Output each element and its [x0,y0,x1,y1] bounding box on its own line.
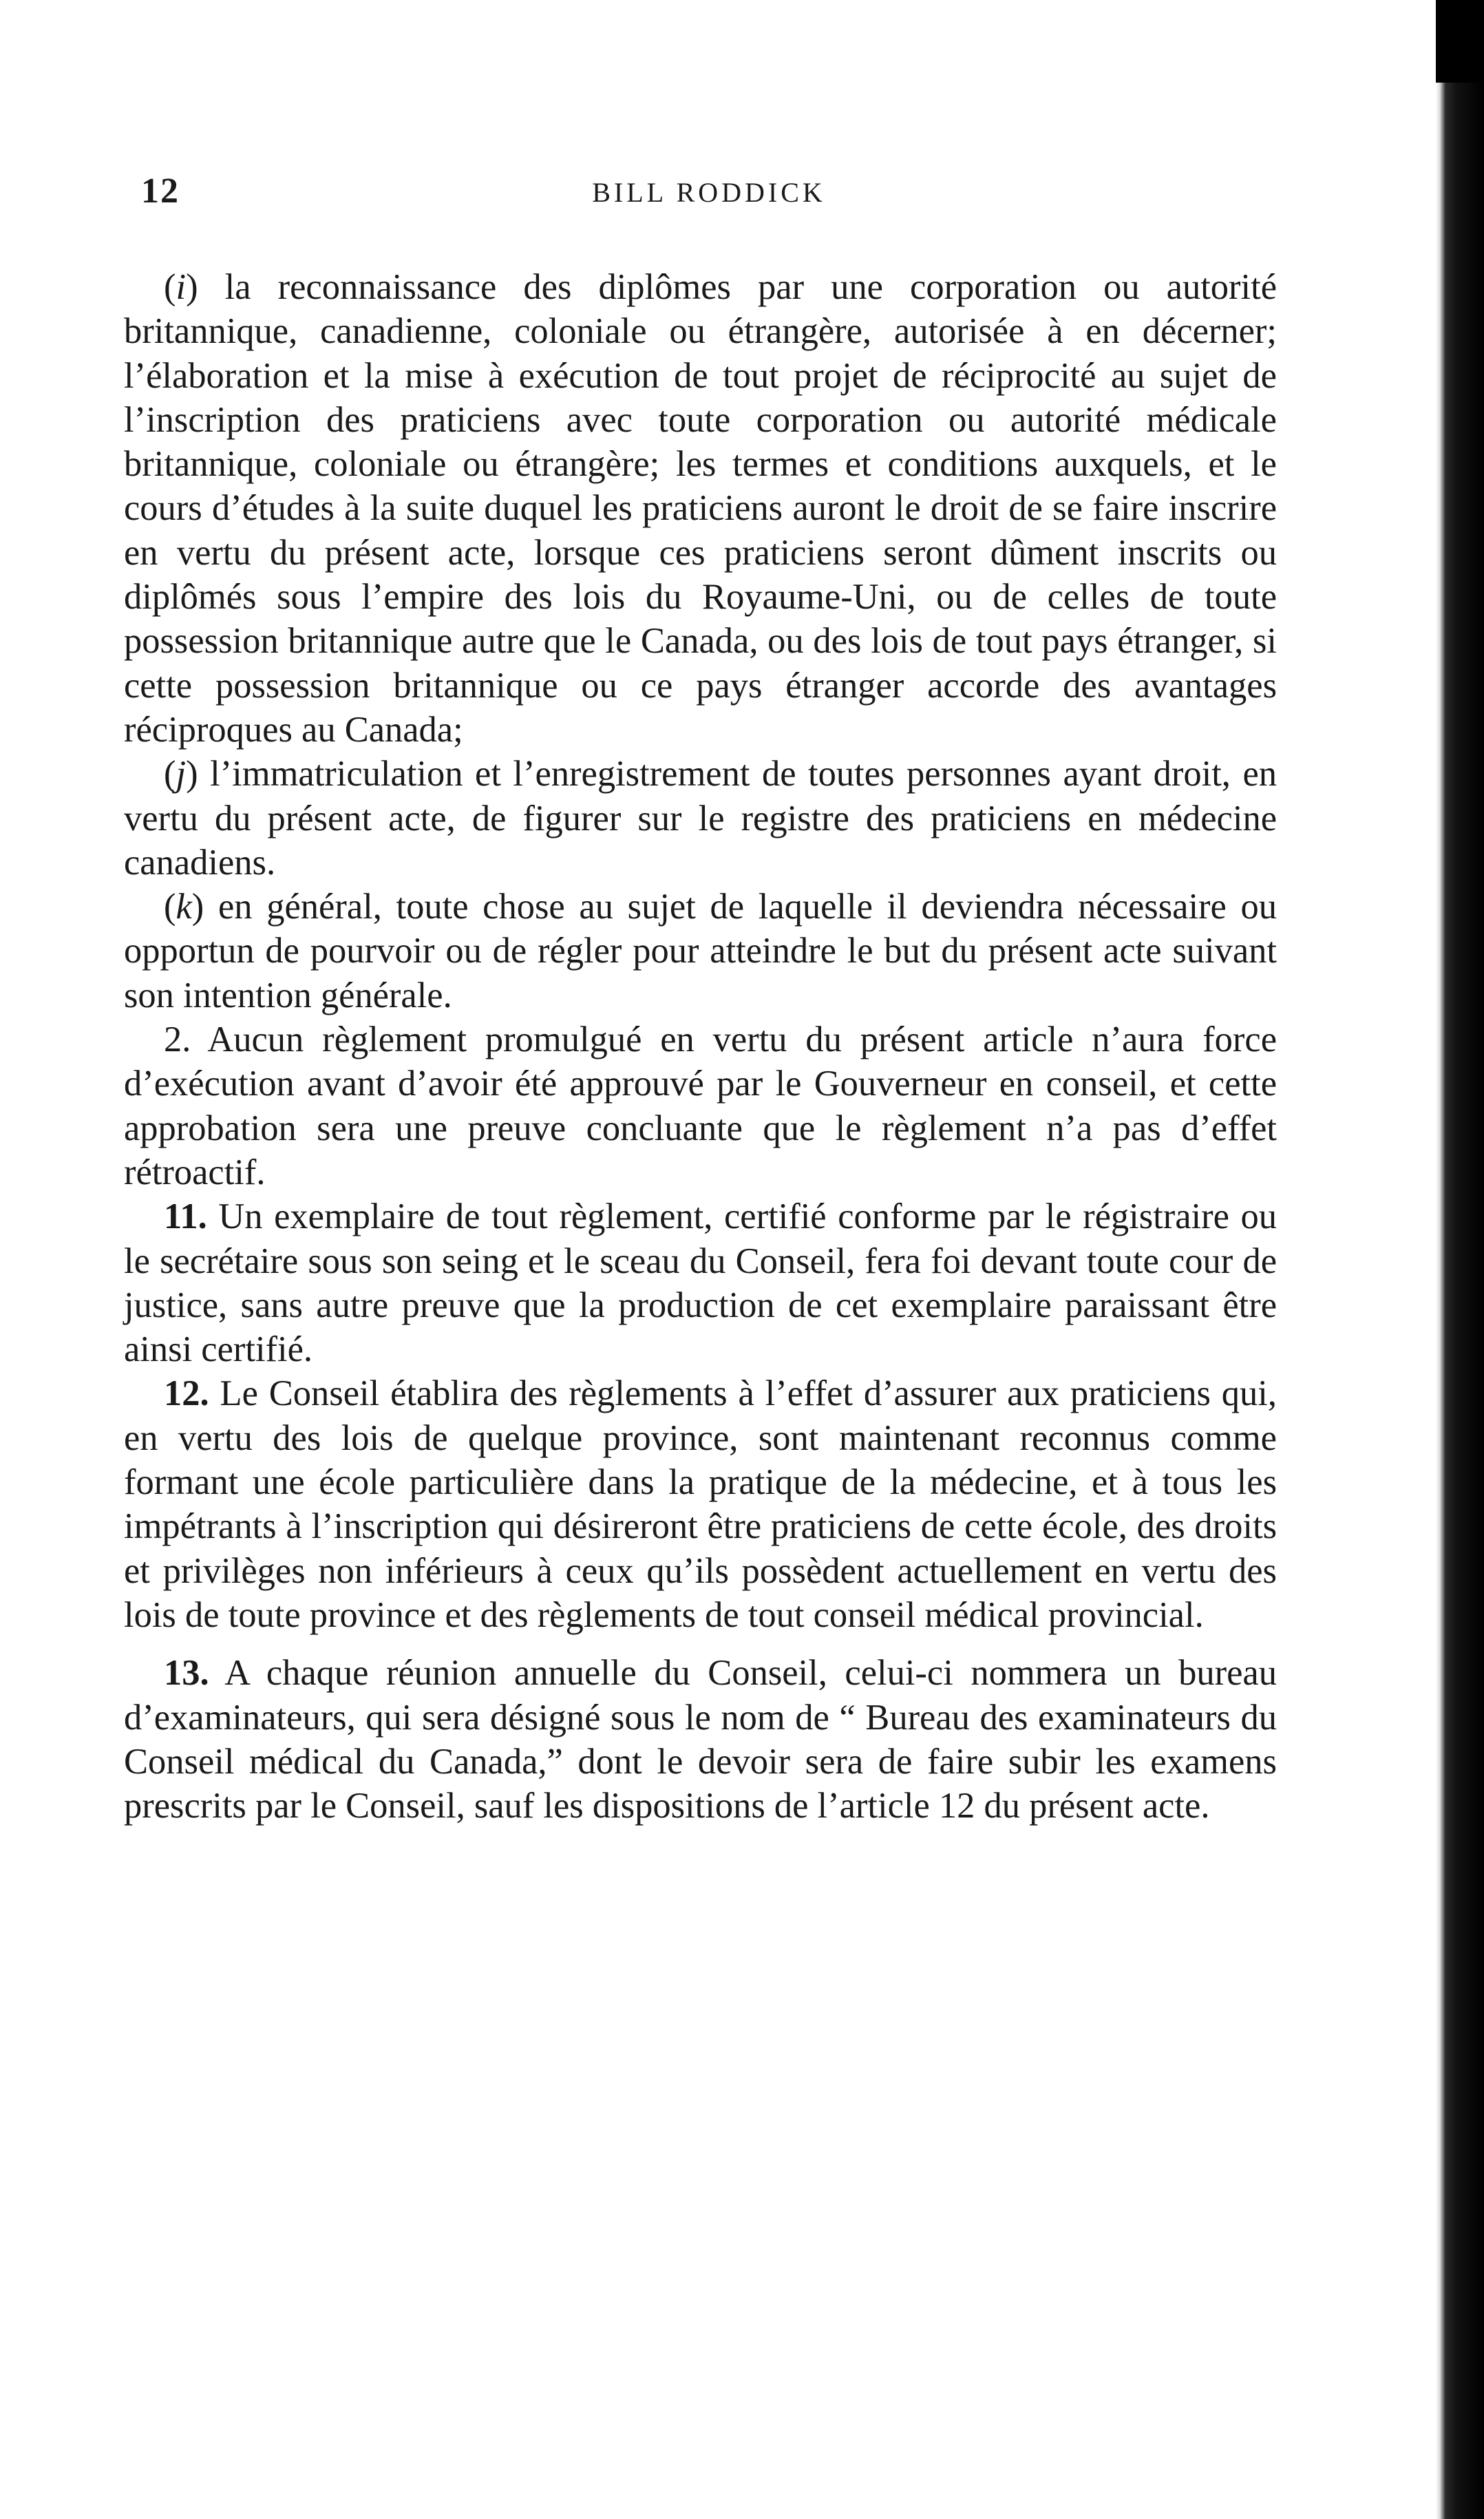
section-text: Un exemplaire de tout règlement, certifié conforme par le régistraire ou le secrétaire sous son seing et le sceau du Conseil, fera foi devant toute cour de justice, sans autre preuve que la production de cet exemplaire paraissant être ainsi certifié. [124,1197,1277,1370]
section-13 [124,1651,1277,1828]
marker-open: ( [164,887,176,927]
page-header [141,171,1277,219]
subsection-number: 2. [164,1020,191,1060]
page-number: 12 [141,171,180,211]
marker-open: ( [164,754,176,794]
marker-letter: k [176,887,192,927]
section-number: 13. [164,1653,209,1694]
clause-j [124,752,1277,885]
clause-i [124,265,1277,752]
clause-marker [164,754,198,794]
marker-letter: j [176,754,187,794]
section-12 [124,1371,1277,1637]
clause-k [124,885,1277,1018]
marker-open: ( [164,267,176,307]
marker-close: ) [191,887,204,927]
clause-text: l’immatriculation et l’enregistrement de toutes personnes ayant droit, en vertu du présent acte, de figurer sur le registre des praticiens en médecine canadiens. [124,754,1278,883]
section-number: 12. [164,1373,209,1414]
section-number: 11. [164,1197,207,1237]
marker-close: ) [186,267,198,307]
marker-letter: i [176,267,187,307]
section-text: Le Conseil établira des règlements à l’effet d’assurer aux praticiens qui, en vertu des lois de quelque province, sont maintenant reconnus comme formant une école particulière dans la pratique de la médecine, et à tous les impétrants à l’inscription qui désireront être praticiens de cette école, des droits et privilèges non inférieurs à ceux qu’ils possèdent actuellement en vertu des lois de toute province et des règlements de tout conseil médical provincial. [124,1373,1277,1635]
subsection-text: Aucun règlement promulgué en vertu du présent article n’aura force d’exécution avant d’avoir été approuvé par le Gouverneur en conseil, et cette approbation sera une preuve concluante que le règlement n’a pas d’effet rétroactif. [124,1020,1277,1192]
scan-binding-edge [1436,0,1484,2519]
clause-text: en général, toute chose au sujet de laquelle il deviendra nécessaire ou opportun de pourvoir ou de régler pour atteindre le but du présent acte suivant son intention générale. [124,887,1277,1015]
scan-binding-edge-top [1436,0,1484,83]
body-text [124,265,1277,1828]
clause-marker [164,887,204,927]
subsection-2 [124,1018,1277,1194]
marker-close: ) [186,754,198,794]
clause-text: la reconnaissance des diplômes par une corporation ou autorité britannique, canadienne, coloniale ou étrangère, autorisée à en décerner; l’élaboration et la mise à exécution de tout projet de réciprocité au sujet de l’inscription des praticiens avec toute corporation ou autorité médicale britannique, coloniale ou étrangère; les termes et conditions auxquels, et le cours d’études à la suite duquel les praticiens auront le droit de se faire inscrire en vertu du présent acte, lorsque ces praticiens seront dûment inscrits ou diplômés sous l’empire des lois du Royaume-Uni, ou de celles de toute possession britannique autre que le Canada, ou des lois de tout pays étranger, si cette possession britannique ou ce pays étranger accorde des avantages réciproques au Canada; [124,267,1278,750]
running-head: BILL RODDICK [592,177,826,208]
clause-marker [164,267,198,307]
section-text: A chaque réunion annuelle du Conseil, celui-ci nommera un bureau d’examinateurs, qui sera désigné sous le nom de “ Bureau des examinateurs du Conseil médical du Canada,” dont le devoir sera de faire subir les examens prescrits par le Conseil, sauf les dispositions de l’article 12 du présent acte. [124,1653,1277,1826]
section-11 [124,1194,1277,1371]
